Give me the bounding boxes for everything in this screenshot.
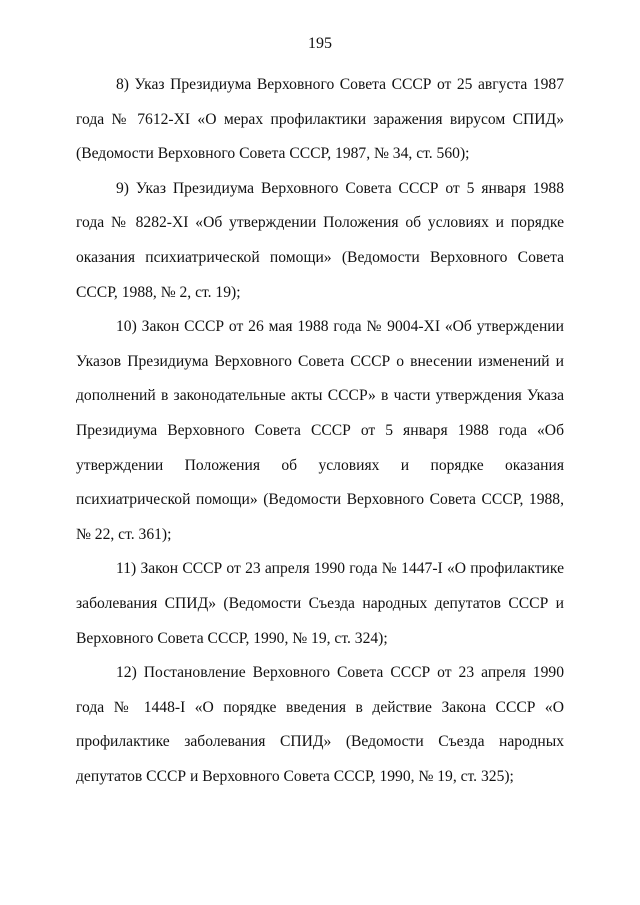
list-item-9: 9) Указ Президиума Верховного Совета СССР от 5 января 1988 года № 8282-XI «Об утверждении Положения об условиях и порядке оказания психиатрической помощи» (Ведомости Верховного Совета СССР, 1988, № 2, ст. 19); xyxy=(76,179,564,301)
list-item-12: 12) Постановление Верховного Совета СССР от 23 апреля 1990 года № 1448-I «О порядке введения в действие Закона СССР «О профилактике заболевания СПИД» (Ведомости Съезда народных депутатов СССР и Верховного Совета СССР, 1990, № 19, ст. 325); xyxy=(76,664,564,785)
list-item-8: 8) Указ Президиума Верховного Совета СССР от 25 августа 1987 года № 7612-XI «О мерах профилактики заражения вирусом СПИД» (Ведомости Верховного Совета СССР, 1987, № 34, ст. 560); xyxy=(76,76,564,163)
page-number: 195 xyxy=(308,35,332,52)
list-item-10: 10) Закон СССР от 26 мая 1988 года № 9004-XI «Об утверждении Указов Президиума Верховного Совета СССР о внесении изменений и дополнений в законодательные акты СССР» в части утверждения Указа Президиума Верховного Совета СССР от 5 января 1988 года «Об утверждении Положения об условиях и порядке оказания психиатрической помощи» (Ведомости Верховного Совета СССР, 1988, № 22, ст. 361); xyxy=(76,318,564,543)
list-item-11: 11) Закон СССР от 23 апреля 1990 года № 1447-I «О профилактике заболевания СПИД» (Ведомости Съезда народных депутатов СССР и Верховного Совета СССР, 1990, № 19, ст. 324); xyxy=(76,560,564,647)
document-body xyxy=(76,68,564,794)
